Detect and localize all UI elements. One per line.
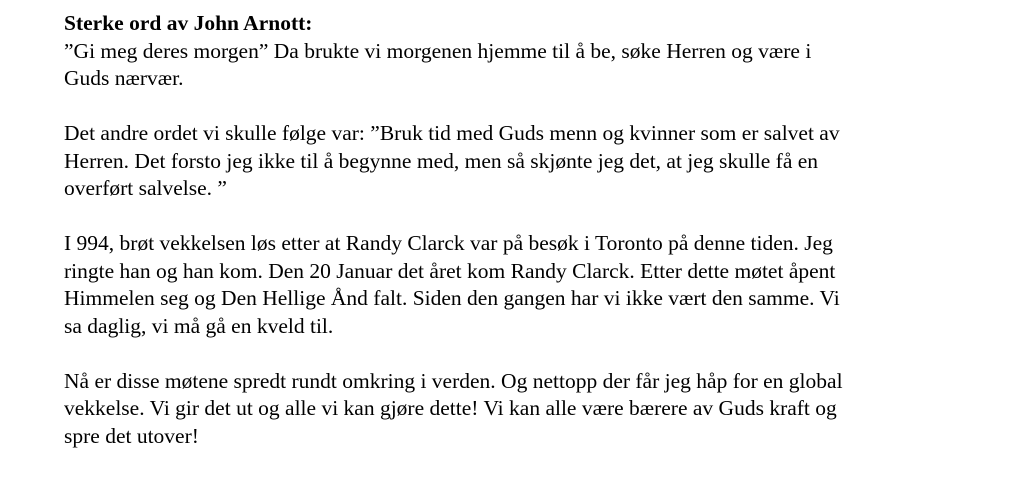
document-title: Sterke ord av John Arnott: bbox=[64, 11, 313, 35]
paragraph-line: spre det utover! bbox=[64, 423, 199, 448]
paragraph-spacer bbox=[64, 93, 1004, 121]
paragraph-line: Guds nærvær. bbox=[64, 66, 184, 90]
paragraph-spacer bbox=[64, 203, 1004, 231]
paragraph-line: ”Gi meg deres morgen” Da brukte vi morgenen hjemme til å be, søke Herren og være i bbox=[64, 38, 812, 63]
paragraph-line: vekkelse. Vi gir det ut og alle vi kan gjøre dette! Vi kan alle være bærere av Guds kraft og bbox=[64, 396, 837, 420]
document-body bbox=[64, 10, 1004, 450]
paragraph-2 bbox=[64, 120, 1004, 203]
paragraph-line: sa daglig, vi må gå en kveld til. bbox=[64, 313, 334, 338]
paragraph-line: Herren. Det forsto jeg ikke til å begynne med, men så skjønte jeg det, at jeg skulle få en bbox=[64, 148, 819, 173]
paragraph-line: Nå er disse møtene spredt rundt omkring i verden. Og nettopp der får jeg håp for en global bbox=[64, 368, 843, 393]
paragraph-1 bbox=[64, 38, 1004, 93]
paragraph-4 bbox=[64, 368, 1004, 451]
paragraph-line: Det andre ordet vi skulle følge var: ”Bruk tid med Guds menn og kvinner som er salvet av bbox=[64, 121, 840, 145]
paragraph-line: I 994, brøt vekkelsen løs etter at Randy Clarck var på besøk i Toronto på denne tiden. Jeg bbox=[64, 231, 833, 255]
paragraph-line: Himmelen seg og Den Hellige Ånd falt. Siden den gangen har vi ikke vært den samme. Vi bbox=[64, 286, 840, 310]
paragraph-line: ringte han og han kom. Den 20 Januar det året kom Randy Clarck. Etter dette møtet åpent bbox=[64, 258, 836, 283]
paragraph-line: overført salvelse. ” bbox=[64, 176, 227, 200]
paragraph-spacer bbox=[64, 340, 1004, 368]
paragraph-3 bbox=[64, 230, 1004, 340]
